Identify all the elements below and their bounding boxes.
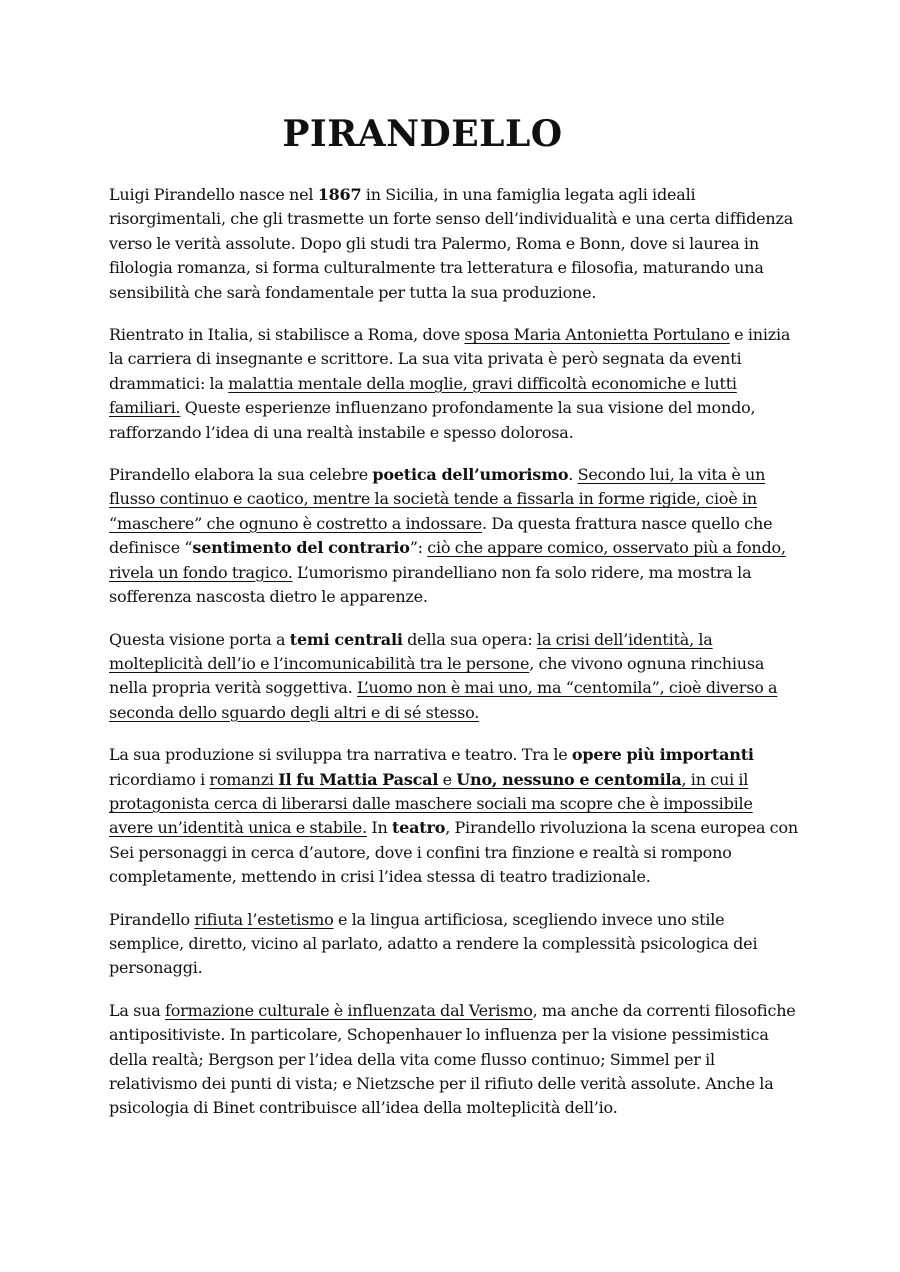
text-run: Pirandello [109,909,195,929]
bold-text: teatro [391,818,446,838]
text-run: Luigi Pirandello nasce nel [109,185,318,204]
underlined-text: romanzi [209,769,279,789]
text-run: La sua [109,1000,165,1020]
text-run: , che vivono ognuna rinchiusa nella propria verità soggettiva. [109,653,765,698]
text-run: in Sicilia, in una famiglia legata agli ideali risorgimentali, che gli trasmette un forte senso dell’individualità e una certa diffidenza verso le verità assolute. Dopo gli studi tra Palermo, Roma e Bonn, dove si laurea in filologia romanza, si forma culturalmente tra letteratura e filosofia, maturando una sensibilità che sarà fondamentale per tutta la sua produzione. [109,185,794,302]
text-run: e inizia la carriera di insegnante e scrittore. La sua vita privata è però segnata da eventi drammatici: la [109,325,791,393]
text-run: , Pirandello rivoluziona la scena europea con Sei personaggi in cerca d’autore, dove i confini tra finzione e realtà si rompono completamente, mettendo in crisi l’idea stessa di teatro tradizionale. [109,818,798,887]
text-run: Pirandello elabora la sua celebre [109,465,373,485]
text-run: della sua opera: [402,629,537,649]
paragraph [109,183,799,305]
bold-underlined-text: Uno, nessuno e centomila [456,769,682,789]
text-run: Queste esperienze influenzano profondamente la sua visione del mondo, rafforzando l’idea di una realtà instabile e spesso dolorosa. [109,398,756,442]
paragraph [109,463,799,609]
document-body [109,183,799,1139]
underlined-text: formazione culturale è influenzata dal Verismo [165,1000,533,1020]
text-run: ricordiamo i [109,769,210,789]
paragraph [109,323,799,445]
text-run: . [568,465,578,485]
text-run: , ma anche da correnti filosofiche antipositiviste. In particolare, Schopenhauer lo influenza per la visione pessimistica della realtà; Bergson per l’idea della vita come flusso continuo; Simmel per il relativismo dei punti di vista; e Nietzsche per il rifiuto delle verità assolute. Anche la psicologia di Binet contribuisce all’idea della molteplicità dell’io. [109,1000,796,1118]
underlined-text: ciò che appare comico, osservato più a fondo, rivela un fondo tragico. [109,538,786,582]
text-run: La sua produzione si sviluppa tra narrativa e teatro. Tra le [109,745,572,765]
underlined-text: la crisi dell’identità, la molteplicità dell’io e l’incomunicabilità tra le persone [109,629,713,673]
bold-text: temi centrali [289,629,403,649]
bold-underlined-text: Il fu Mattia Pascal [278,769,439,789]
underlined-text: , in cui il protagonista cerca di liberarsi dalle maschere sociali ma scopre che è impossibile avere un’identità unica e stabile. [109,769,753,838]
paragraph [109,743,799,889]
page-title: PIRANDELLO [282,113,563,155]
underlined-text: sposa Maria Antonietta Portulano [464,325,730,345]
paragraph [109,908,799,981]
bold-text: sentimento del contrario [192,538,410,558]
text-run: e la lingua artificiosa, scegliendo invece uno stile semplice, diretto, vicino al parlato, adatto a rendere la complessità psicologica dei personaggi. [109,909,758,978]
bold-text: poetica dell’umorismo [372,465,569,485]
text-run: ”: [409,538,428,558]
bold-text: opere più importanti [571,745,754,765]
paragraph [109,628,799,726]
bold-text: 1867 [317,185,362,204]
underlined-text: malattia mentale della moglie, gravi difficoltà economiche e lutti familiari. [109,373,737,418]
text-run: L’umorismo pirandelliano non fa solo ridere, ma mostra la sofferenza nascosta dietro le apparenze. [109,562,752,607]
text-run: Questa visione porta a [109,629,290,649]
underlined-text: L’uomo non è mai uno, ma “centomila”, cioè diverso a seconda dello sguardo degli altri e di sé stesso. [109,678,778,722]
text-run: Rientrato in Italia, si stabilisce a Roma, dove [109,325,465,345]
text-run: In [366,818,392,838]
text-run: . Da questa frattura nasce quello che definisce “ [109,513,773,558]
underlined-text: e [438,769,457,789]
underlined-text: rifiuta l’estetismo [194,909,334,929]
underlined-text: Secondo lui, la vita è un flusso continuo e caotico, mentre la società tende a fissarla in forme rigide, cioè in “maschere” che ognuno è costretto a indossare [109,465,766,533]
paragraph [109,999,799,1121]
